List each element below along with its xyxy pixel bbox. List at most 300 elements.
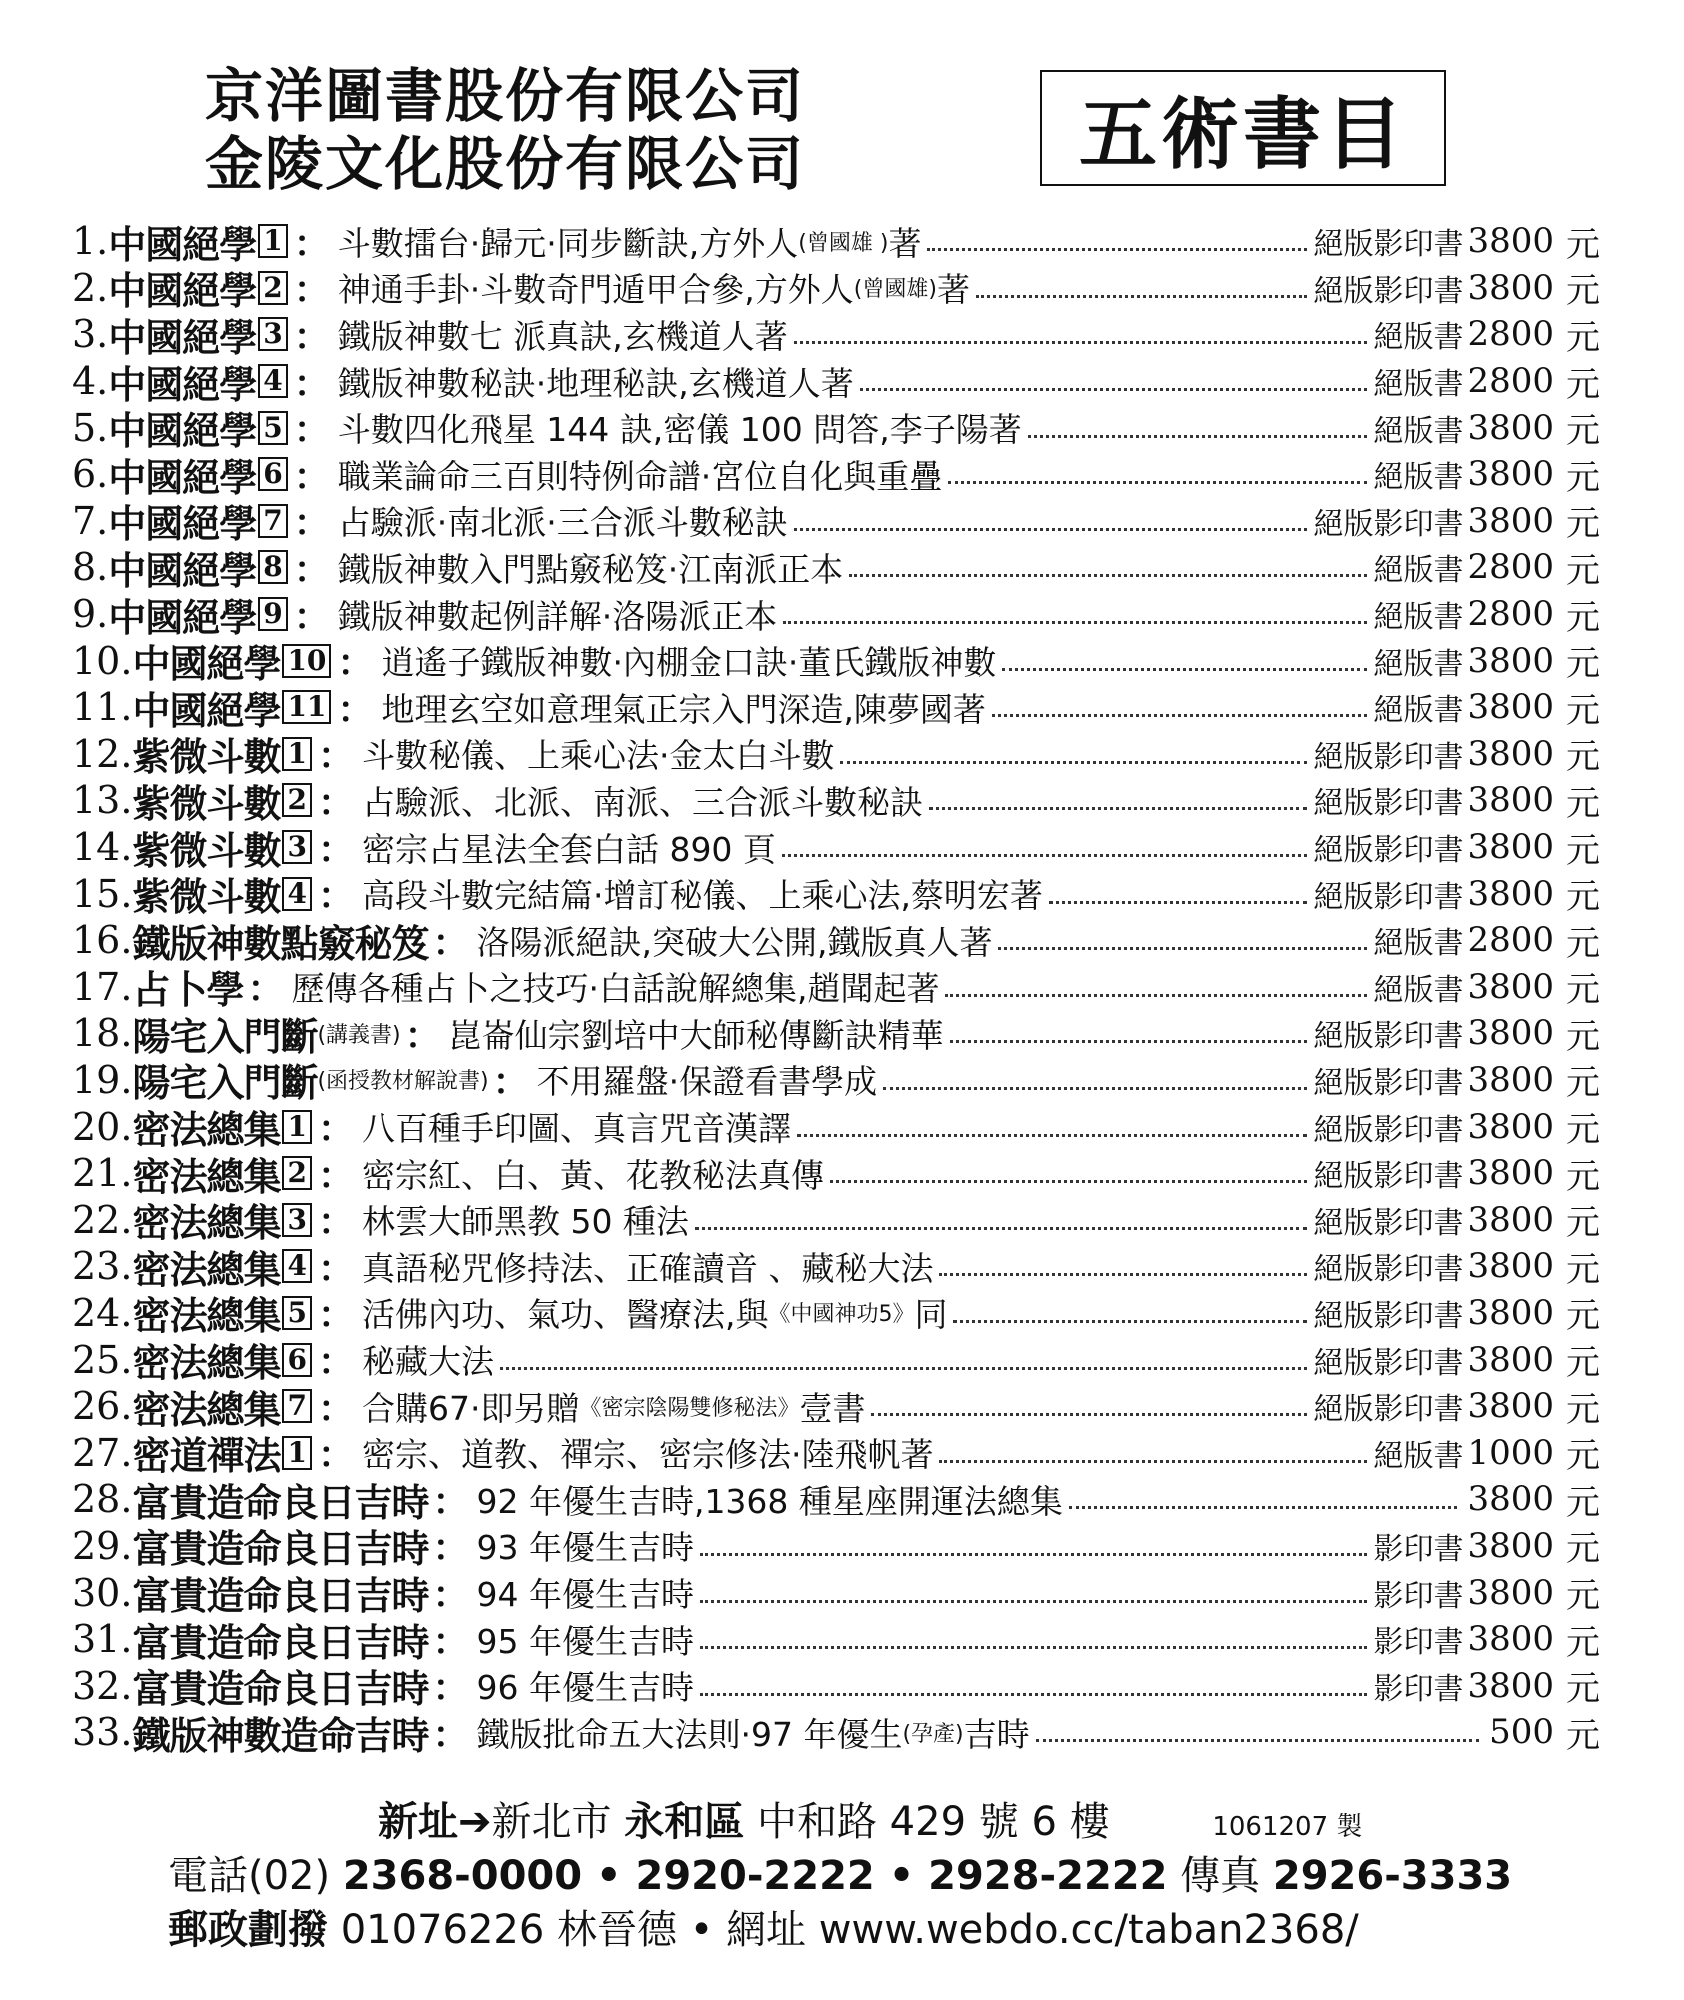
book-number: 10. — [72, 638, 133, 683]
dot-leader — [840, 731, 1307, 777]
book-category: 鐵版神數造命吉時 — [132, 1712, 429, 1756]
book-number: 17. — [72, 964, 133, 1009]
book-price: 3800 — [1467, 500, 1554, 541]
colon-separator: ： — [432, 1480, 469, 1523]
book-description: 斗數四化飛星 144 訣,密儀 100 問答,李子陽著 — [337, 410, 1022, 450]
colon-separator: ： — [293, 269, 330, 312]
dot-leader — [939, 1243, 1307, 1289]
book-description: 占驗派·南北派·三合派斗數秘訣 — [337, 503, 788, 543]
book-category: 中國絕學 — [108, 454, 257, 498]
book-volume-box: 2 — [282, 1156, 311, 1190]
book-category: 富貴造命良日吉時 — [132, 1573, 429, 1616]
address-label: 新址 — [378, 1799, 458, 1845]
book-price: 3800 — [1467, 1479, 1554, 1520]
dot-leader — [953, 1290, 1307, 1336]
book-price: 3800 — [1467, 1199, 1554, 1240]
book-row — [72, 1243, 1600, 1290]
book-category: 密法總集 — [132, 1153, 281, 1197]
book-description: 地理玄空如意理氣正宗入門深造,陳夢國著 — [381, 689, 986, 729]
book-edition: 絕版書 — [1373, 1438, 1464, 1474]
book-category: 紫微斗數 — [132, 827, 281, 871]
colon-separator: ： — [317, 1154, 354, 1197]
book-price: 2800 — [1467, 547, 1554, 588]
currency-unit: 元 — [1566, 1389, 1600, 1430]
book-row — [72, 1196, 1600, 1243]
book-number: 2. — [72, 265, 109, 310]
book-row — [72, 731, 1600, 778]
book-note: (曾國雄 ) — [798, 230, 889, 256]
currency-unit: 元 — [1566, 1482, 1600, 1523]
book-note: (孕產) — [902, 1721, 964, 1747]
dot-leader — [927, 218, 1307, 264]
currency-unit: 元 — [1566, 737, 1600, 778]
book-description: 神通手卦·斗數奇門遁甲合參,方外人 — [337, 270, 854, 310]
dot-leader — [700, 1663, 1368, 1709]
book-volume-box: 1 — [258, 224, 287, 258]
book-number: 4. — [72, 359, 109, 404]
book-edition: 絕版書 — [1373, 646, 1464, 682]
book-row — [72, 1057, 1600, 1104]
book-row — [72, 358, 1600, 405]
book-edition: 絕版影印書 — [1313, 1112, 1464, 1148]
dot-leader — [998, 917, 1367, 963]
book-price: 2800 — [1467, 594, 1554, 635]
book-price: 3800 — [1467, 1665, 1554, 1706]
phone-numbers: 2368-0000 • 2920-2222 • 2928-2222 — [342, 1853, 1168, 1899]
book-number: 28. — [72, 1477, 133, 1522]
book-category: 中國絕學 — [108, 408, 257, 451]
book-category: 中國絕學 — [108, 594, 257, 638]
dot-leader — [871, 1383, 1307, 1429]
book-category: 中國絕學 — [132, 687, 281, 731]
catalog-title: 五術書目 — [1040, 70, 1446, 186]
phone-line — [168, 1844, 1684, 1901]
book-price: 1000 — [1467, 1432, 1554, 1473]
book-number: 6. — [72, 452, 109, 497]
book-row — [72, 917, 1600, 964]
book-volume-box: 5 — [282, 1296, 311, 1330]
book-description-suffix: 吉時 — [963, 1714, 1030, 1754]
book-description: 占驗派、北派、南派、三合派斗數秘訣 — [361, 782, 923, 822]
book-price: 3800 — [1467, 827, 1554, 868]
dot-leader — [783, 591, 1367, 637]
book-category: 紫微斗數 — [132, 874, 281, 917]
colon-separator: ： — [317, 1201, 354, 1244]
book-price: 3800 — [1467, 407, 1554, 448]
book-category: 中國絕學 — [108, 221, 257, 265]
book-edition: 影印書 — [1373, 1671, 1464, 1707]
colon-separator: ： — [432, 1667, 469, 1709]
book-description: 林雲大師黑教 50 種法 — [361, 1202, 689, 1242]
book-number: 19. — [72, 1057, 133, 1102]
book-price: 3800 — [1467, 687, 1554, 728]
dot-leader — [1002, 638, 1367, 684]
book-edition: 絕版書 — [1373, 367, 1464, 403]
book-category: 富貴造命良日吉時 — [132, 1526, 429, 1570]
dot-leader — [782, 824, 1308, 870]
company-names — [205, 62, 805, 198]
currency-unit: 元 — [1566, 1110, 1600, 1150]
book-price: 3800 — [1467, 1246, 1554, 1287]
postal-account: 01076226 林晉德 — [340, 1907, 678, 1953]
book-row — [72, 1103, 1600, 1150]
colon-separator: ： — [492, 1061, 529, 1104]
book-description: 八百種手印圖、真言咒音漢譯 — [361, 1109, 791, 1149]
currency-unit: 元 — [1566, 877, 1600, 917]
book-volume-box: 10 — [282, 644, 331, 678]
book-edition: 絕版書 — [1373, 600, 1464, 636]
book-number: 22. — [72, 1197, 133, 1242]
colon-separator: ： — [293, 409, 330, 451]
currency-unit: 元 — [1566, 224, 1600, 265]
book-volume-box: 6 — [282, 1343, 311, 1377]
book-row — [72, 544, 1600, 591]
colon-separator: ： — [293, 315, 330, 358]
currency-unit: 元 — [1566, 504, 1600, 545]
book-row — [72, 498, 1600, 545]
book-category: 密法總集 — [132, 1246, 281, 1290]
book-category: 占卜學 — [132, 967, 244, 1011]
book-description-suffix: 同 — [914, 1295, 948, 1335]
book-row — [72, 311, 1600, 358]
book-row — [72, 870, 1600, 917]
book-price: 3800 — [1467, 1339, 1554, 1380]
book-row — [72, 1709, 1600, 1756]
dot-leader — [860, 358, 1368, 404]
book-edition: 絕版影印書 — [1313, 833, 1464, 869]
colon-separator: ： — [293, 548, 330, 591]
book-edition: 絕版影印書 — [1313, 1298, 1464, 1334]
colon-separator: ： — [293, 502, 330, 545]
book-price: 3800 — [1467, 1525, 1554, 1566]
colon-separator: ： — [317, 735, 354, 778]
book-edition: 絕版影印書 — [1313, 227, 1464, 263]
address-district: 永和區 — [624, 1799, 745, 1845]
book-edition: 絕版影印書 — [1313, 1065, 1464, 1101]
book-description: 崑崙仙宗劉培中大師秘傳斷訣精華 — [448, 1015, 944, 1055]
book-number: 31. — [72, 1617, 133, 1662]
book-row — [72, 451, 1600, 498]
currency-unit: 元 — [1566, 1343, 1600, 1383]
colon-separator: ： — [293, 595, 330, 638]
currency-unit: 元 — [1566, 830, 1600, 871]
book-number: 14. — [72, 825, 133, 870]
book-number: 24. — [72, 1290, 133, 1335]
book-description: 鐵版神數起例詳解·洛陽派正本 — [337, 596, 778, 636]
currency-unit: 元 — [1566, 457, 1600, 498]
book-edition: 絕版影印書 — [1313, 1159, 1464, 1195]
phone-label: 電話 — [168, 1853, 248, 1899]
book-price: 500 — [1489, 1712, 1554, 1753]
book-description: 斗數秘儀、上乘心法·金太白斗數 — [361, 736, 835, 776]
book-price: 3800 — [1467, 221, 1554, 262]
book-volume-box: 3 — [282, 830, 311, 864]
book-category: 中國絕學 — [108, 501, 257, 545]
colon-separator: ： — [247, 968, 284, 1011]
book-edition: 絕版書 — [1373, 693, 1464, 729]
book-row — [72, 1010, 1600, 1057]
book-row — [72, 1429, 1600, 1476]
header — [0, 0, 1684, 210]
dot-leader — [794, 498, 1308, 544]
dot-leader — [948, 451, 1367, 497]
book-edition: 影印書 — [1373, 1578, 1464, 1614]
book-description: 95 年優生吉時 — [476, 1621, 694, 1661]
book-price: 3800 — [1467, 454, 1554, 495]
book-row — [72, 684, 1600, 731]
book-price: 3800 — [1467, 1386, 1554, 1427]
book-volume-box: 4 — [282, 1249, 311, 1283]
currency-unit: 元 — [1566, 1156, 1600, 1197]
book-edition: 絕版影印書 — [1313, 739, 1464, 775]
dot-leader — [500, 1337, 1308, 1383]
book-number: 3. — [72, 312, 109, 357]
book-row — [72, 1290, 1600, 1337]
book-row — [72, 1336, 1600, 1383]
book-volume-box: 5 — [258, 411, 287, 445]
book-volume-box: 4 — [258, 364, 287, 398]
book-description: 秘藏大法 — [361, 1342, 494, 1382]
book-volume-box: 7 — [258, 504, 287, 538]
book-price: 3800 — [1467, 780, 1554, 821]
book-volume-box: 3 — [258, 317, 287, 351]
book-note: (曾國雄) — [853, 277, 937, 303]
address-city: 新北市 — [491, 1799, 612, 1845]
book-description-suffix: 著 — [888, 223, 922, 263]
book-description: 鐵版神數七 派真訣,玄機道人著 — [337, 316, 788, 356]
book-description: 活佛內功、氣功、醫療法,與 — [361, 1295, 769, 1335]
book-row — [72, 1662, 1600, 1709]
book-edition: 絕版書 — [1373, 460, 1464, 496]
currency-unit: 元 — [1566, 644, 1600, 684]
currency-unit: 元 — [1566, 923, 1600, 964]
book-category: 中國絕學 — [132, 641, 281, 684]
book-number: 23. — [72, 1244, 133, 1289]
book-number: 8. — [72, 545, 109, 590]
book-edition: 絕版影印書 — [1313, 1345, 1464, 1381]
colon-separator: ： — [317, 1294, 354, 1337]
currency-unit: 元 — [1566, 271, 1600, 312]
book-description-suffix: 壹書 — [799, 1388, 866, 1428]
book-number: 13. — [72, 778, 133, 823]
colon-separator: ： — [293, 362, 330, 405]
book-category: 密法總集 — [132, 1293, 281, 1337]
book-volume-box: 3 — [282, 1203, 311, 1237]
colon-separator: ： — [432, 1527, 469, 1570]
currency-unit: 元 — [1566, 1715, 1600, 1756]
dot-leader — [992, 684, 1368, 730]
book-description: 高段斗數完結篇·增訂秘儀、上乘心法,蔡明宏著 — [361, 876, 1043, 916]
dot-leader — [830, 1150, 1308, 1196]
book-number: 12. — [72, 731, 133, 776]
address-line — [378, 1790, 1684, 1847]
currency-unit: 元 — [1566, 1296, 1600, 1337]
book-row — [72, 1523, 1600, 1570]
currency-unit: 元 — [1566, 317, 1600, 358]
book-volume-box: 2 — [282, 783, 311, 817]
book-price: 3800 — [1467, 966, 1554, 1007]
colon-separator: ： — [317, 781, 354, 824]
book-price: 3800 — [1467, 640, 1554, 681]
colon-separator: ： — [404, 1014, 441, 1057]
company-name-1: 京洋圖書股份有限公司 — [205, 62, 806, 130]
book-category: 密法總集 — [132, 1200, 281, 1244]
book-description: 職業論命三百則特例命譜·宮位自化與重疊 — [337, 456, 943, 496]
book-description-suffix: 著 — [936, 270, 970, 310]
book-number: 30. — [72, 1570, 133, 1615]
currency-unit: 元 — [1566, 364, 1600, 405]
colon-separator: ： — [293, 455, 330, 498]
currency-unit: 元 — [1566, 1529, 1600, 1570]
book-price: 3800 — [1467, 1292, 1554, 1333]
book-description: 真語秘咒修持法、正確讀音 、藏秘大法 — [361, 1248, 934, 1288]
book-volume-box: 2 — [258, 271, 287, 305]
book-number: 33. — [72, 1710, 133, 1755]
book-price: 3800 — [1467, 1106, 1554, 1147]
book-row — [72, 265, 1600, 312]
book-edition: 絕版影印書 — [1313, 1252, 1464, 1288]
print-date: 1061207 製 — [1212, 1812, 1363, 1842]
arrow-right-icon: ➔ — [458, 1799, 492, 1845]
book-description: 不用羅盤·保證看書學成 — [536, 1062, 878, 1102]
book-number: 7. — [72, 498, 109, 543]
dot-leader — [945, 964, 1367, 1010]
book-note: 《密宗陰陽雙修秘法》 — [579, 1395, 800, 1421]
book-category: 陽宅入門斷 — [132, 1013, 318, 1057]
book-edition: 絕版影印書 — [1313, 1392, 1464, 1428]
book-row — [72, 1616, 1600, 1663]
postal-label: 郵政劃撥 — [168, 1907, 328, 1953]
book-description: 密宗紅、白、黃、花教秘法真傳 — [361, 1155, 824, 1195]
book-description: 93 年優生吉時 — [476, 1528, 694, 1568]
book-edition: 絕版書 — [1373, 413, 1464, 449]
currency-unit: 元 — [1566, 1063, 1600, 1104]
book-volume-box: 8 — [258, 550, 287, 584]
colon-separator: ： — [337, 688, 374, 731]
book-number: 29. — [72, 1523, 133, 1568]
book-row — [72, 1383, 1600, 1430]
book-description: 鐵版批命五大法則·97 年優生 — [476, 1714, 903, 1754]
currency-unit: 元 — [1566, 1203, 1600, 1244]
dot-leader — [794, 311, 1368, 357]
currency-unit: 元 — [1566, 970, 1600, 1011]
colon-separator: ： — [317, 1341, 354, 1383]
currency-unit: 元 — [1566, 411, 1600, 451]
book-category: 密道禪法 — [132, 1433, 281, 1477]
currency-unit: 元 — [1566, 1436, 1600, 1477]
colon-separator: ： — [317, 875, 354, 917]
book-edition: 絕版書 — [1373, 972, 1464, 1008]
book-category: 中國絕學 — [108, 268, 257, 312]
dot-leader — [1069, 1476, 1458, 1522]
book-category: 密法總集 — [132, 1386, 281, 1430]
book-category-note: (講義書) — [317, 1022, 401, 1048]
book-price: 3800 — [1467, 733, 1554, 774]
book-description: 96 年優生吉時 — [476, 1668, 694, 1708]
currency-unit: 元 — [1566, 1622, 1600, 1663]
book-category: 鐵版神數點竅秘笈 — [132, 920, 429, 964]
book-number: 21. — [72, 1151, 133, 1196]
book-category: 富貴造命良日吉時 — [132, 1619, 429, 1663]
colon-separator: ： — [317, 1387, 354, 1430]
book-row — [72, 218, 1600, 265]
book-edition: 影印書 — [1373, 1625, 1464, 1661]
phone-area-code: (02) — [248, 1853, 331, 1899]
book-category: 富貴造命良日吉時 — [132, 1666, 429, 1709]
colon-separator: ： — [432, 1620, 469, 1663]
book-price: 3800 — [1467, 1619, 1554, 1660]
book-category: 紫微斗數 — [132, 734, 281, 778]
book-row — [72, 964, 1600, 1011]
book-number: 9. — [72, 592, 109, 637]
book-edition: 絕版影印書 — [1313, 1019, 1464, 1055]
book-description: 密宗占星法全套白話 890 頁 — [361, 829, 776, 869]
currency-unit: 元 — [1566, 690, 1600, 731]
book-number: 1. — [72, 219, 109, 264]
book-row — [72, 1569, 1600, 1616]
book-volume-box: 4 — [282, 877, 311, 911]
book-description: 鐵版神數入門點竅秘笈·江南派正本 — [337, 549, 844, 589]
colon-separator: ： — [432, 921, 469, 964]
book-number: 25. — [72, 1337, 133, 1382]
website-url[interactable]: www.webdo.cc/taban2368/ — [818, 1907, 1359, 1953]
dot-leader — [1049, 871, 1308, 917]
book-price: 3800 — [1467, 267, 1554, 308]
book-edition: 絕版影印書 — [1313, 506, 1464, 542]
book-row — [72, 777, 1600, 824]
dot-leader — [1028, 405, 1368, 451]
book-category: 中國絕學 — [108, 314, 257, 358]
colon-separator: ： — [432, 1574, 469, 1616]
book-number: 15. — [72, 871, 133, 916]
postal-line — [168, 1898, 1684, 1955]
book-edition: 絕版影印書 — [1313, 273, 1464, 309]
company-name-2: 金陵文化股份有限公司 — [205, 130, 806, 198]
dot-leader — [929, 777, 1308, 823]
book-row — [72, 824, 1600, 871]
colon-separator: ： — [317, 828, 354, 871]
colon-separator: ： — [337, 642, 374, 684]
book-number: 26. — [72, 1384, 133, 1429]
book-category: 密法總集 — [132, 1340, 281, 1383]
book-row — [72, 637, 1600, 684]
book-price: 3800 — [1467, 1572, 1554, 1613]
fax-number: 2926-3333 — [1272, 1853, 1513, 1899]
dot-leader — [700, 1616, 1368, 1662]
book-category: 中國絕學 — [108, 547, 257, 591]
book-category-note: (函授教材解說書) — [317, 1069, 489, 1095]
book-price: 2800 — [1467, 314, 1554, 355]
currency-unit: 元 — [1566, 1576, 1600, 1616]
book-row — [72, 1476, 1600, 1523]
bullet-separator: • — [689, 1907, 714, 1953]
book-description: 鐵版神數秘訣·地理秘訣,玄機道人著 — [337, 363, 854, 403]
book-description: 斗數擂台·歸元·同步斷訣,方外人 — [337, 223, 799, 263]
book-volume-box: 11 — [282, 690, 331, 724]
book-description: 92 年優生吉時,1368 種星座開運法總集 — [476, 1481, 1063, 1521]
colon-separator: ： — [432, 1713, 469, 1756]
book-price: 3800 — [1467, 1013, 1554, 1054]
book-edition: 絕版書 — [1373, 553, 1464, 589]
book-category: 富貴造命良日吉時 — [132, 1479, 429, 1523]
book-category: 密法總集 — [132, 1107, 281, 1150]
book-description: 洛陽派絕訣,突破大公開,鐵版真人著 — [476, 922, 993, 962]
website-label: 網址 — [726, 1907, 807, 1953]
dot-leader — [950, 1010, 1308, 1056]
book-price: 2800 — [1467, 361, 1554, 402]
book-description: 歷傳各種占卜之技巧·白話說解總集,趙聞起著 — [291, 969, 940, 1009]
book-description: 密宗、道教、禪宗、密宗修法·陸飛帆著 — [361, 1435, 934, 1475]
